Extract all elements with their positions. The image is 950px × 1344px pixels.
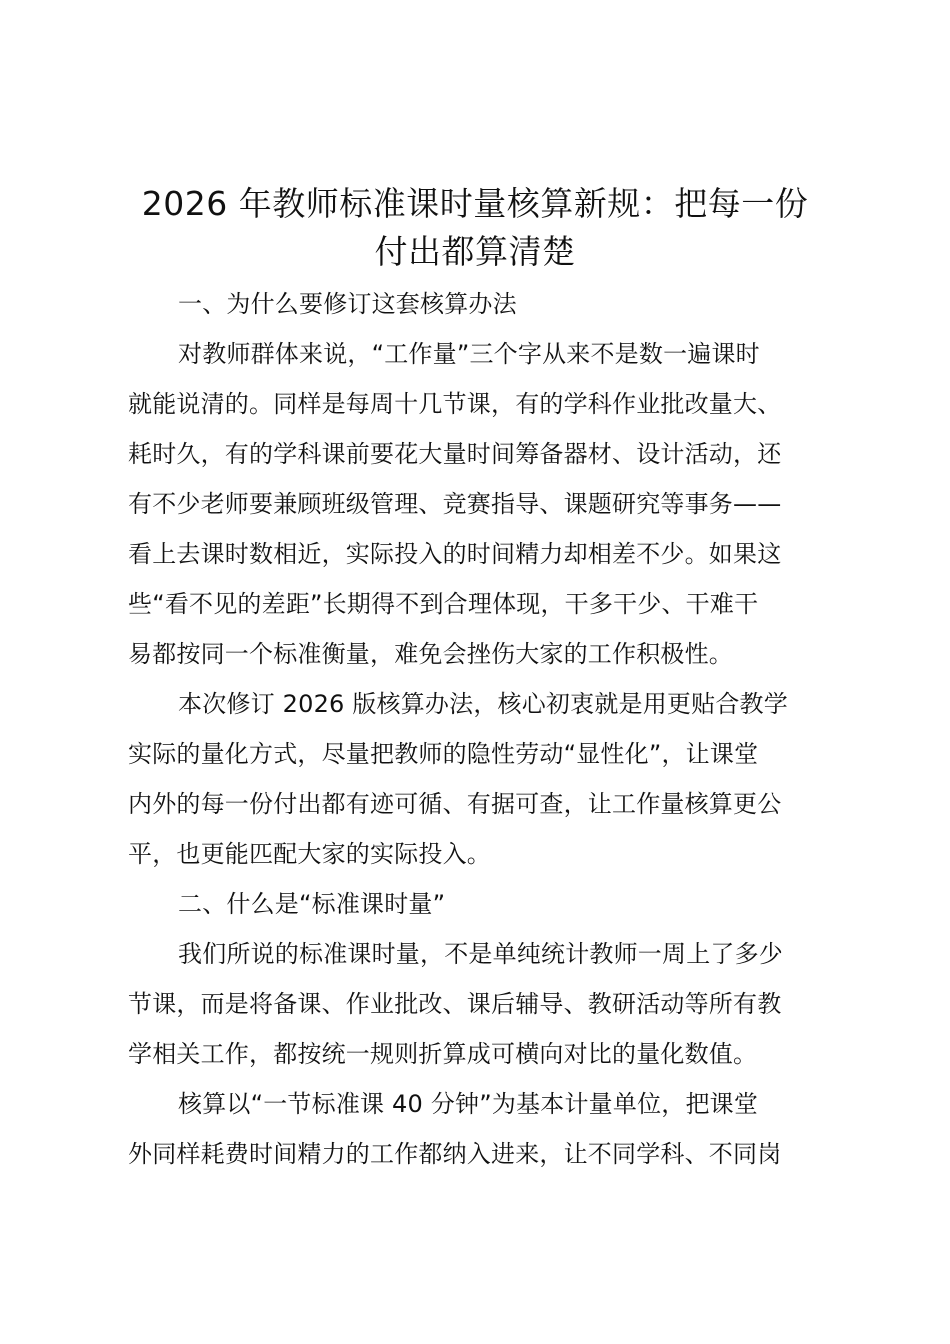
- paragraph-line: 易都按同一个标准衡量，难免会挫伤大家的工作积极性。: [128, 640, 733, 668]
- document-title: [110, 180, 840, 276]
- paragraph-line: 对教师群体来说，“工作量”三个字从来不是数一遍课时: [178, 340, 760, 368]
- paragraph-line: 耗时久，有的学科课前要花大量时间筹备器材、设计活动，还: [128, 440, 782, 468]
- paragraph-line: 就能说清的。同样是每周十几节课，有的学科作业批改量大、: [128, 390, 782, 418]
- paragraph-line: 些“看不见的差距”长期得不到合理体现，干多干少、干难干: [128, 590, 759, 618]
- paragraph: [128, 679, 833, 879]
- paragraph-line: 本次修订 2026 版核算办法，核心初衷就是用更贴合教学: [178, 690, 788, 718]
- paragraph-line: 学相关工作，都按统一规则折算成可横向对比的量化数值。: [128, 1040, 758, 1068]
- paragraph-line: 看上去课时数相近，实际投入的时间精力却相差不少。如果这: [128, 540, 782, 568]
- paragraph: [128, 929, 833, 1079]
- paragraph: [128, 329, 833, 679]
- paragraph-line: 平，也更能匹配大家的实际投入。: [128, 840, 491, 868]
- document-body: [128, 279, 833, 1179]
- paragraph-line: 有不少老师要兼顾班级管理、竞赛指导、课题研究等事务——: [128, 490, 782, 518]
- paragraph: [128, 1079, 833, 1179]
- section-heading-2: 二、什么是“标准课时量”: [178, 890, 446, 918]
- paragraph-line: 我们所说的标准课时量，不是单纯统计教师一周上了多少: [178, 940, 783, 968]
- paragraph-line: 内外的每一份付出都有迹可循、有据可查，让工作量核算更公: [128, 790, 782, 818]
- section-heading-1: 一、为什么要修订这套核算办法: [178, 290, 517, 318]
- paragraph-line: 核算以“一节标准课 40 分钟”为基本计量单位，把课堂: [178, 1090, 759, 1118]
- paragraph-line: 外同样耗费时间精力的工作都纳入进来，让不同学科、不同岗: [128, 1140, 782, 1168]
- title-line-2: 付出都算清楚: [374, 232, 576, 271]
- paragraph-line: 实际的量化方式，尽量把教师的隐性劳动“显性化”，让课堂: [128, 740, 759, 768]
- paragraph-line: 节课，而是将备课、作业批改、课后辅导、教研活动等所有教: [128, 990, 782, 1018]
- title-line-1: 2026 年教师标准课时量核算新规：把每一份: [141, 184, 809, 223]
